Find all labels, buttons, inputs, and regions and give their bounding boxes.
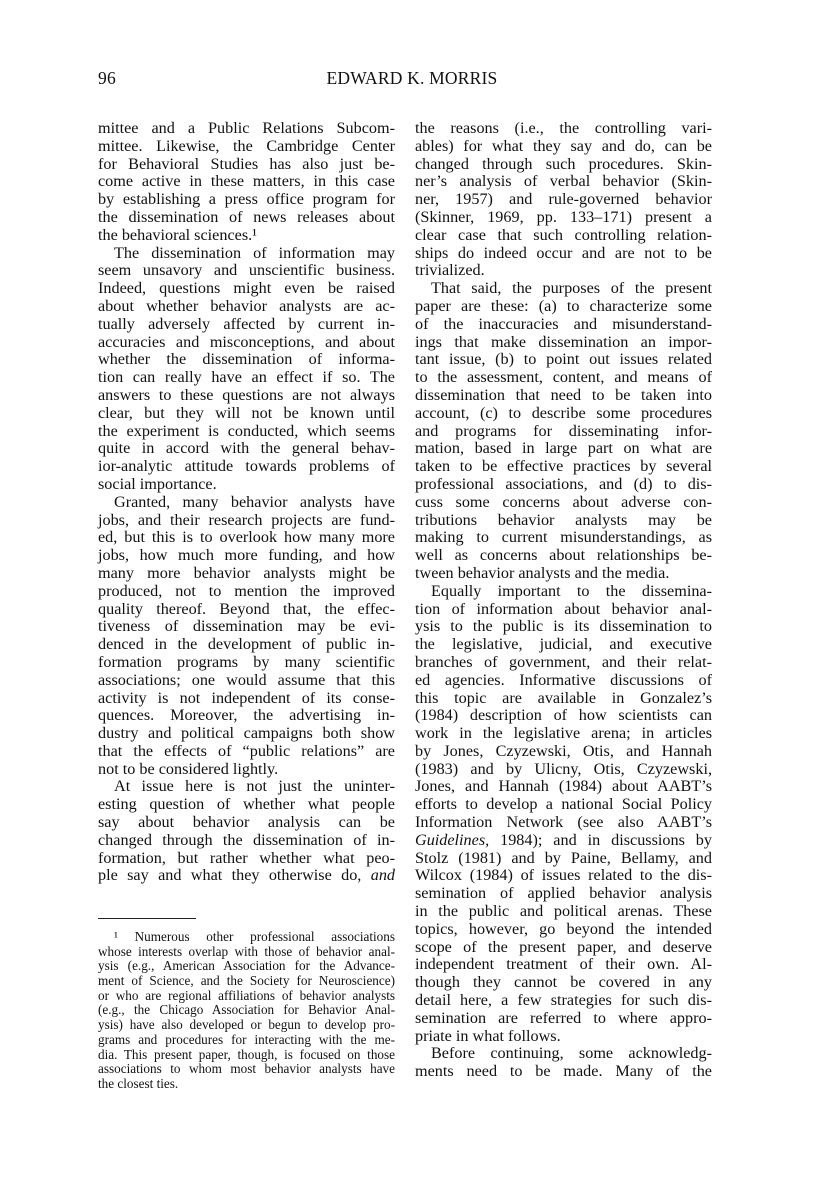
text-line: tant issue, (b) to point out issues related: [415, 350, 712, 369]
text-line: ments need to be made. Many of the: [415, 1062, 712, 1081]
footnote-line: ment of Science, and the Society for Neuroscience): [98, 973, 395, 989]
text-line: activity is not independent of its conse-: [98, 688, 395, 707]
text-line: Information Network (see also AABT’s: [415, 813, 712, 832]
text-line: not to be considered lightly.: [98, 759, 279, 778]
text-line: formation, but rather whether what peo-: [98, 848, 395, 867]
footnote-line: whose interests overlap with those of behavior anal-: [98, 943, 395, 959]
text-line: ed agencies. Informative discussions of: [415, 670, 712, 689]
footnote-line: grams and procedures for interacting with the me-: [98, 1031, 395, 1047]
text-line: the reasons (i.e., the controlling vari-: [415, 119, 712, 137]
text-line: ings that make dissemination an impor-: [415, 332, 712, 351]
text-line: social importance.: [98, 474, 217, 493]
running-head: EDWARD K. MORRIS: [326, 68, 498, 88]
text-line: ysis to the public is its dissemination to: [415, 617, 712, 636]
text-line: many more behavior analysts might be: [98, 563, 395, 582]
text-line: denced in the development of public in-: [98, 635, 395, 654]
text-line: though they cannot be covered in any: [415, 973, 712, 992]
text-line: about whether behavior analysts are ac-: [98, 296, 395, 315]
text-line: tion can really have an effect if so. The: [98, 368, 395, 387]
page-number: 96: [98, 68, 116, 88]
text-line: changed through the dissemination of in-: [98, 830, 395, 849]
text-line: scope of the present paper, and deserve: [415, 937, 712, 956]
text-line: ior-analytic attitude towards problems of: [98, 457, 395, 476]
text-line: esting question of whether what people: [98, 795, 395, 814]
text-line: produced, not to mention the improved: [98, 581, 395, 600]
text-segment: ple say and what they otherwise do,: [98, 866, 371, 885]
text-line: and programs for disseminating infor-: [415, 421, 712, 440]
text-line: ner’s analysis of verbal behavior (Skin-: [415, 172, 712, 191]
text-line: ed, but this is to overlook how many more: [98, 528, 395, 547]
text-line: by Jones, Czyzewski, Otis, and Hannah: [415, 741, 712, 760]
text-line: topics, however, go beyond the intended: [415, 919, 712, 938]
text-line: the experiment is conducted, which seems: [98, 421, 395, 440]
footnote-line: dia. This present paper, though, is focused on those: [98, 1046, 395, 1062]
text-line: independent treatment of their own. Al-: [415, 955, 712, 974]
paragraph: [415, 120, 712, 280]
text-line: changed through such procedures. Skin-: [415, 154, 712, 173]
text-line: associations; one would assume that this: [98, 670, 395, 689]
text-line: by establishing a press office program for: [98, 190, 395, 209]
text-line: jobs, how much more funding, and how: [98, 546, 395, 565]
text-line: cuss some concerns about adverse con-: [415, 492, 712, 511]
text-line: say about behavior analysis can be: [98, 813, 395, 832]
text-line: seem unsavory and unscientific business.: [98, 261, 395, 280]
text-segment: 1984); and in discussions by: [489, 830, 712, 849]
text-line: clear, but they will not be known until: [98, 403, 395, 422]
text-line: Before continuing, some acknowledg-: [431, 1044, 712, 1063]
text-line: Indeed, questions might even be raised: [98, 279, 395, 298]
text-line: quences. Moreover, the advertising in-: [98, 706, 395, 725]
footnote-line: (e.g., the Chicago Association for Behavior Anal-: [98, 1002, 395, 1018]
text-line: priate in what follows.: [415, 1026, 561, 1045]
text-line: mittee and a Public Relations Subcom-: [98, 119, 395, 137]
text-line: mation, based in large part on what are: [415, 439, 712, 458]
left-column: [98, 120, 395, 885]
text-line: for Behavioral Studies has also just be-: [98, 154, 395, 173]
text-line: ner, 1957) and rule-governed behavior: [415, 190, 712, 209]
text-line: professional associations, and (d) to dis-: [415, 474, 712, 493]
text-line: [415, 832, 712, 850]
text-line: tween behavior analysts and the media.: [415, 563, 670, 582]
text-line: account, (c) to describe some procedures: [415, 403, 712, 422]
text-line: this topic are available in Gonzalez’s: [415, 688, 712, 707]
text-line: Stolz (1981) and by Paine, Bellamy, and: [415, 848, 712, 867]
text-line: Equally important to the dissemina-: [431, 581, 712, 600]
text-line: dissemination that need to be taken into: [415, 385, 712, 404]
text-line: to the assessment, content, and means of: [415, 368, 712, 387]
text-line: jobs, and their research projects are fund-: [98, 510, 395, 529]
text-line: (Skinner, 1969, pp. 133–171) present a: [415, 207, 712, 226]
text-line: dustry and political campaigns both show: [98, 724, 395, 743]
footnote-line: associations to whom most behavior analysts have: [98, 1061, 395, 1077]
text-line: that the effects of “public relations” are: [98, 741, 395, 760]
paragraph: [98, 120, 395, 245]
text-line: That said, the purposes of the present: [431, 279, 712, 298]
paragraph: [415, 583, 712, 1046]
text-line: (1983) and by Ulicny, Otis, Czyzewski,: [415, 759, 712, 778]
text-line: work in the legislative arena; in articles: [415, 724, 712, 743]
text-line: At issue here is not just the uninter-: [114, 777, 395, 796]
text-line: quite in accord with the general behav-: [98, 439, 395, 458]
text-line: trivialized.: [415, 261, 485, 280]
footnote-rule: [98, 918, 196, 919]
text-line: formation programs by many scientific: [98, 652, 395, 671]
text-line: quality thereof. Beyond that, the effec-: [98, 599, 395, 618]
text-line: accuracies and misconceptions, and about: [98, 332, 395, 351]
text-line: efforts to develop a national Social Policy: [415, 795, 712, 814]
text-line: of the inaccuracies and misunderstand-: [415, 314, 712, 333]
text-line: Wilcox (1984) of issues related to the dis-: [415, 866, 712, 885]
text-line: Granted, many behavior analysts have: [114, 492, 395, 511]
text-line: [98, 867, 395, 885]
paragraph: [98, 778, 395, 885]
text-line: Jones, and Hannah (1984) about AABT’s: [415, 777, 712, 796]
footnote: [98, 930, 395, 1092]
text-line: the behavioral sciences.¹: [98, 225, 258, 244]
footnote-line: ¹ Numerous other professional associations: [114, 929, 395, 944]
paragraph: [98, 245, 395, 494]
paragraph: [415, 1045, 712, 1081]
text-line: tually adversely affected by current in-: [98, 314, 395, 333]
text-line: clear case that such controlling relation-: [415, 225, 712, 244]
text-line: ables) for what they say and do, can be: [415, 136, 712, 155]
footnote-line: the closest ties.: [98, 1075, 179, 1091]
text-line: tributions behavior analysts may be: [415, 510, 712, 529]
text-line: answers to these questions are not always: [98, 385, 395, 404]
text-line: whether the dissemination of informa-: [98, 350, 395, 369]
right-column: [415, 120, 712, 1081]
text-line: detail here, a few strategies for such dis-: [415, 991, 712, 1010]
text-line: The dissemination of information may: [114, 243, 395, 262]
text-line: tion of information about behavior anal-: [415, 599, 712, 618]
text-line: branches of government, and their relat-: [415, 652, 712, 671]
italic-text: Guidelines,: [415, 830, 490, 849]
text-line: semination of applied behavior analysis: [415, 884, 712, 903]
text-line: ships do indeed occur and are not to be: [415, 243, 712, 262]
text-line: semination are referred to where appro-: [415, 1008, 712, 1027]
text-line: the legislative, judicial, and executive: [415, 635, 712, 654]
paragraph: [98, 494, 395, 779]
footnote-line: ysis) have also developed or begun to develop pro-: [98, 1017, 395, 1033]
text-line: tiveness of dissemination may be evi-: [98, 617, 395, 636]
text-line: (1984) description of how scientists can: [415, 706, 712, 725]
text-line: making to current misunderstandings, as: [415, 528, 712, 547]
text-line: paper are these: (a) to characterize some: [415, 296, 712, 315]
text-line: in the public and political arenas. These: [415, 902, 712, 921]
text-line: well as concerns about relationships be-: [415, 546, 712, 565]
text-line: mittee. Likewise, the Cambridge Center: [98, 136, 395, 155]
text-line: the dissemination of news releases about: [98, 207, 395, 226]
text-line: come active in these matters, in this case: [98, 172, 395, 191]
paragraph: [415, 280, 712, 583]
text-line: taken to be effective practices by several: [415, 457, 712, 476]
footnote-line: ysis (e.g., American Association for the Advance-: [98, 958, 395, 974]
italic-text: and: [370, 866, 395, 885]
footnote-line: or who are regional affiliations of behavior analysts: [98, 987, 395, 1003]
